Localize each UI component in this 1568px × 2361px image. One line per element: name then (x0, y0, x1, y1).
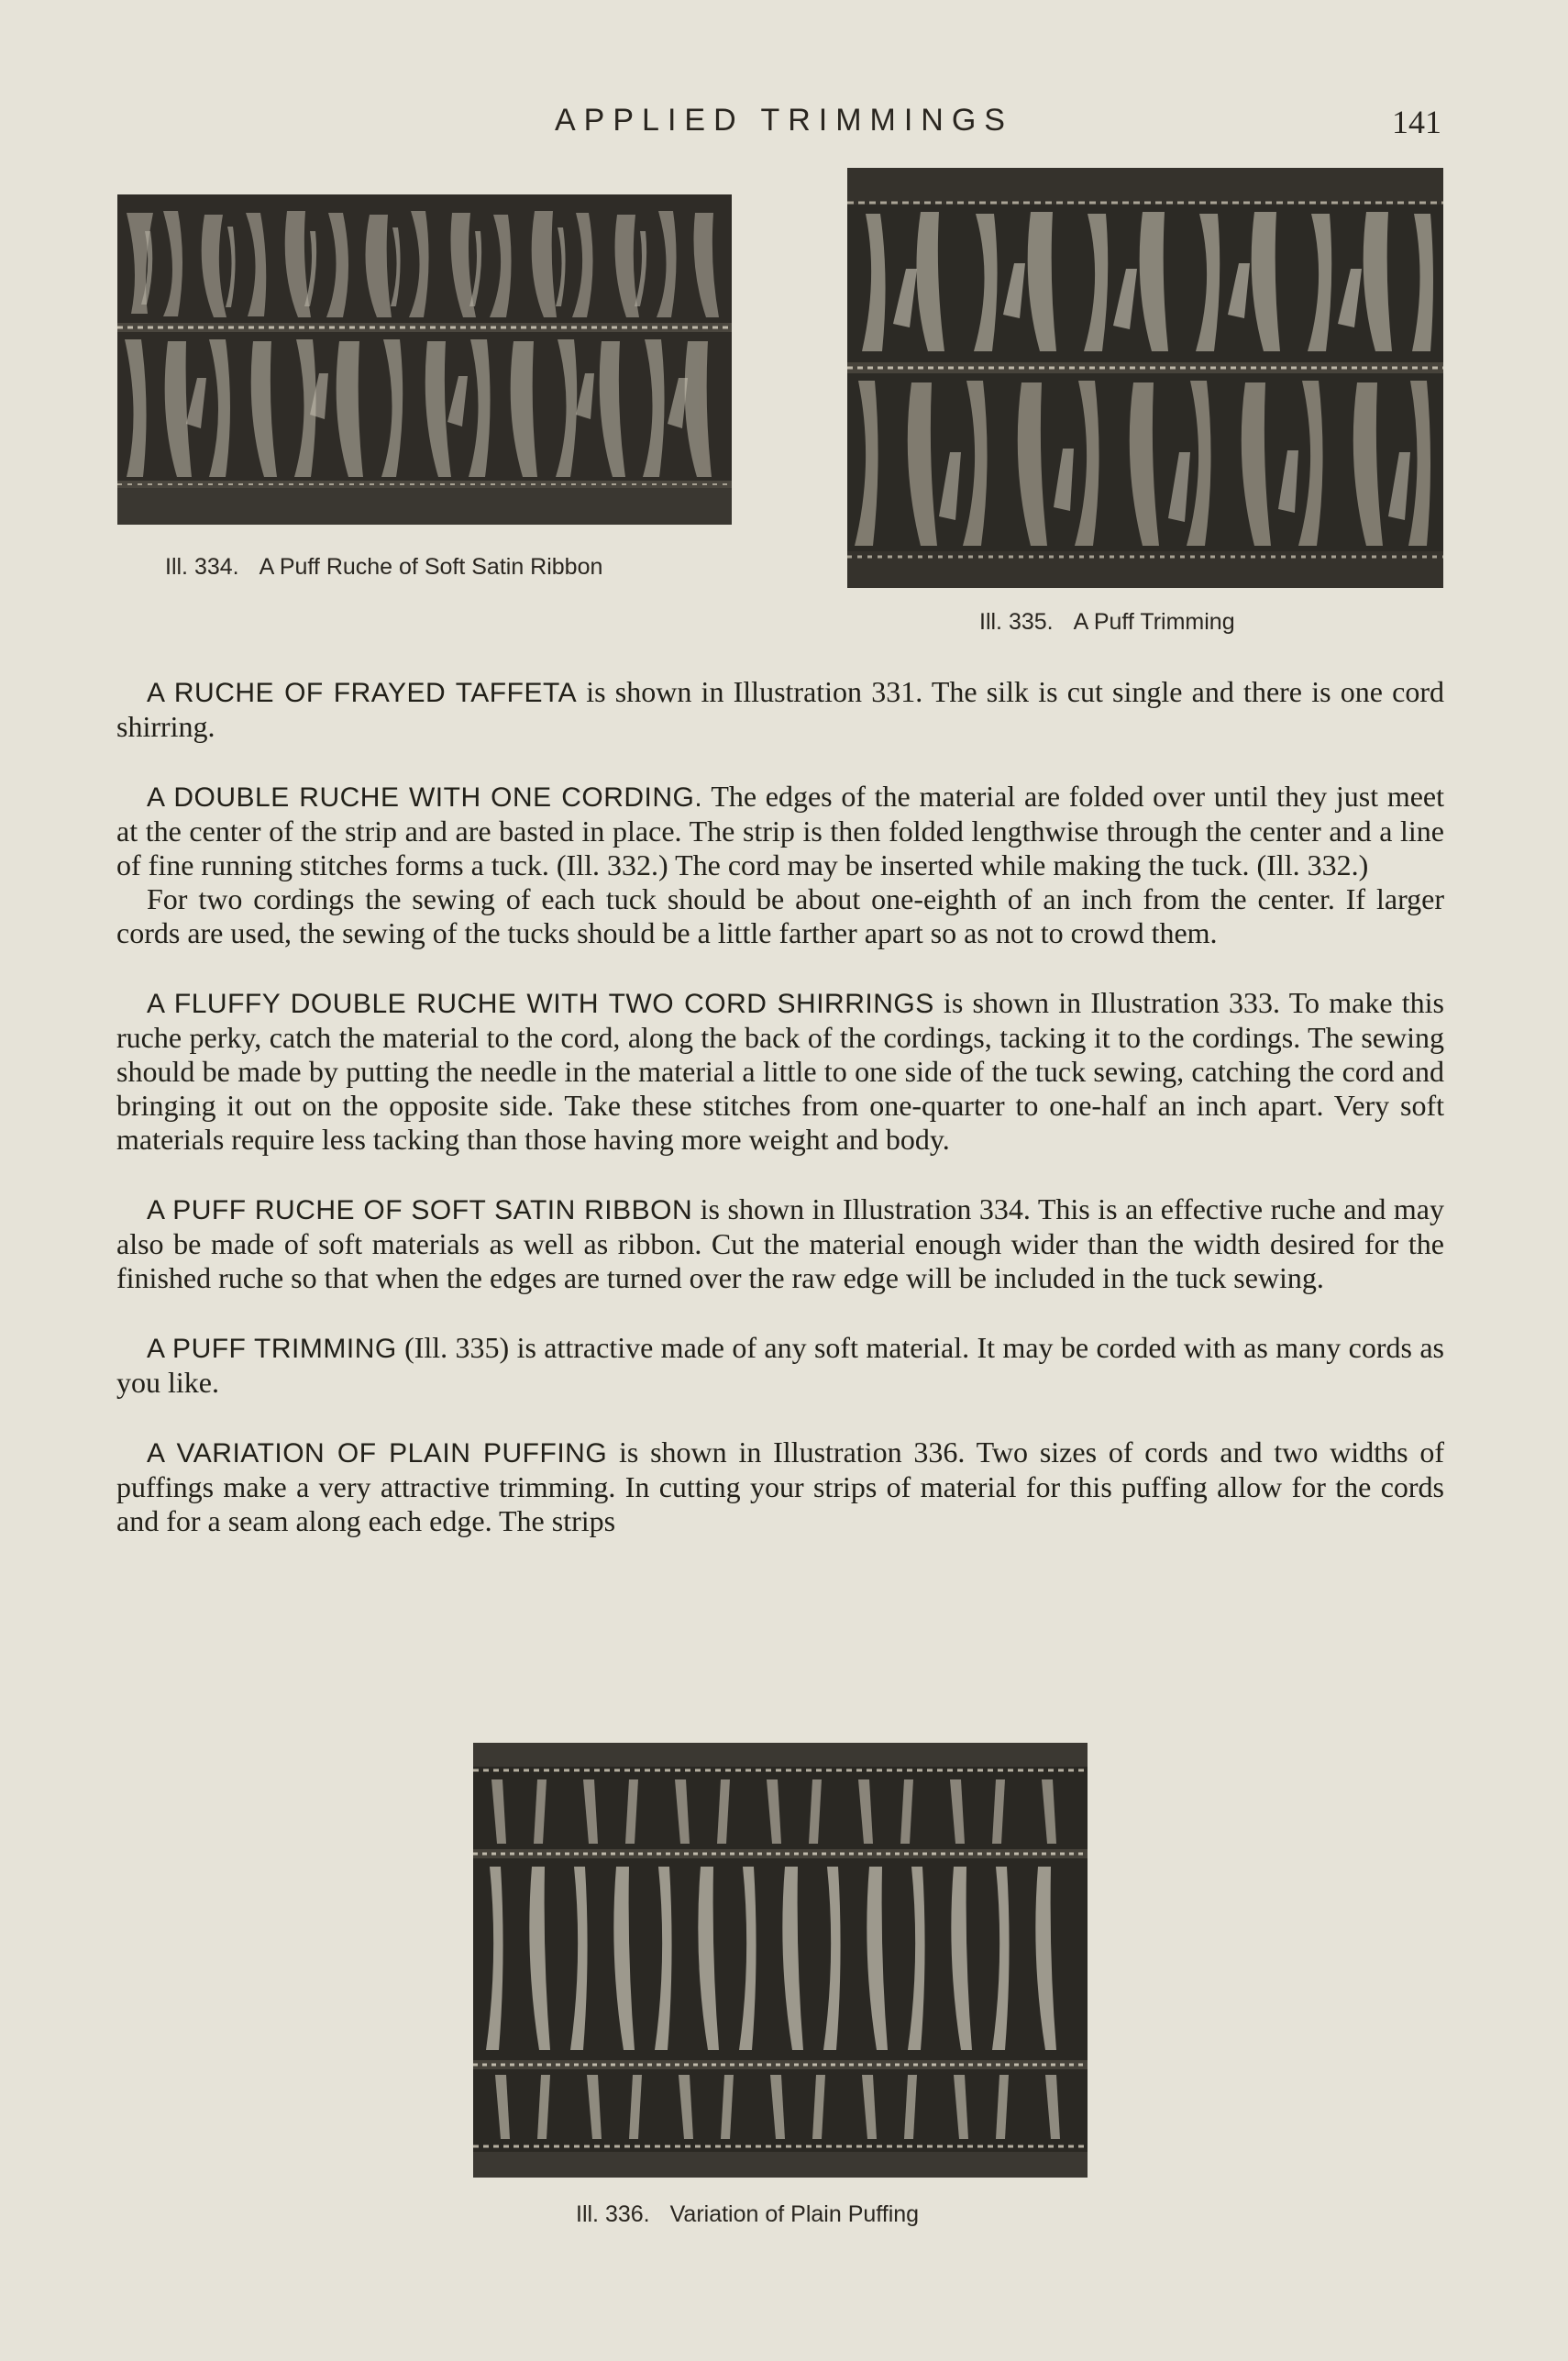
paragraph-fluffy-ruche (116, 986, 1444, 1157)
caption-number: Ill. 335. (979, 609, 1054, 635)
paragraph-double-ruche (116, 780, 1444, 882)
paragraph-puff-ruche (116, 1192, 1444, 1295)
paragraph-text: is shown in Illustration 334. This is an effective ruche and may also be made of soft materials as well as ribbon. Cut the material enough wider than the width desired for the finished ruche so that when the edges are turned over the raw edge will be included in the tuck sewing. (116, 1192, 1444, 1294)
paragraph-lead: A PUFF RUCHE OF SOFT SATIN RIBBON (147, 1195, 693, 1225)
plain-puffing-photo (473, 1743, 1088, 2178)
page-number: 141 (1392, 104, 1441, 140)
paragraph-lead: A RUCHE OF FRAYED TAFFETA (147, 678, 578, 708)
puff-trimming-illustration (847, 168, 1443, 588)
paragraph-text: The edges of the material are folded over until they just meet at the center of the strip and are basted in place. The strip is then folded lengthwise through the center and a line of fine running stitches forms a tuck. (Ill. 332.) The cord may be inserted while making the tuck. (Ill. 332.) (116, 780, 1445, 881)
puff-trimming-photo (847, 168, 1443, 588)
paragraph-text: is shown in Illustration 331. The silk is cut single and there is one cord shirring. (116, 675, 1444, 743)
paragraph-lead: A PUFF TRIMMING (147, 1334, 397, 1364)
caption-ill-334 (165, 554, 602, 581)
plain-puffing-illustration (473, 1743, 1088, 2178)
paragraph-two-cordings: For two cordings the sewing of each tuck should be about one-eighth of an inch from the center. If larger cords are used, the sewing of the tucks should be a little farther apart so as not to crowd them. (116, 882, 1444, 949)
caption-text: Variation of Plain Puffing (669, 2201, 920, 2227)
caption-number: Ill. 334. (165, 554, 239, 580)
article-body (116, 675, 1444, 1574)
puff-ruche-photo (117, 194, 732, 525)
paragraph-plain-puffing (116, 1435, 1444, 1538)
paragraph-text: is shown in Illustration 336. Two sizes of cords and two widths of puffings make a very attractive trimming. In cutting your strips of material for this puffing allow for the cords and for a seam along each edge. The strips (116, 1435, 1444, 1537)
caption-ill-336 (576, 2201, 919, 2228)
running-head: APPLIED TRIMMINGS (555, 103, 1013, 138)
caption-text: A Puff Trimming (1073, 609, 1235, 635)
caption-text: A Puff Ruche of Soft Satin Ribbon (259, 554, 603, 580)
paragraph-text: (Ill. 335) is attractive made of any soft material. It may be corded with as many cords as you like. (116, 1331, 1445, 1399)
caption-ill-335 (979, 609, 1235, 636)
paragraph-puff-trimming (116, 1331, 1444, 1400)
paragraph-text: is shown in Illustration 333. To make this ruche perky, catch the material to the cord, along the back of the cordings, tacking it to the cordings. The sewing should be made by putting the needle in the material a little to one side of the tuck sewing, catching the cord and bringing it out on the opposite side. Take these stitches from one-quarter to one-half an inch apart. Very soft materials require less tacking than those having more weight and body. (116, 986, 1444, 1156)
paragraph-lead: A FLUFFY DOUBLE RUCHE WITH TWO CORD SHIRRINGS (147, 989, 934, 1019)
caption-number: Ill. 336. (576, 2201, 650, 2227)
puff-ruche-illustration (117, 194, 732, 525)
paragraph-frayed-taffeta (116, 675, 1444, 744)
paragraph-lead: A VARIATION OF PLAIN PUFFING (147, 1438, 608, 1469)
paragraph-lead: A DOUBLE RUCHE WITH ONE CORDING. (147, 782, 703, 813)
